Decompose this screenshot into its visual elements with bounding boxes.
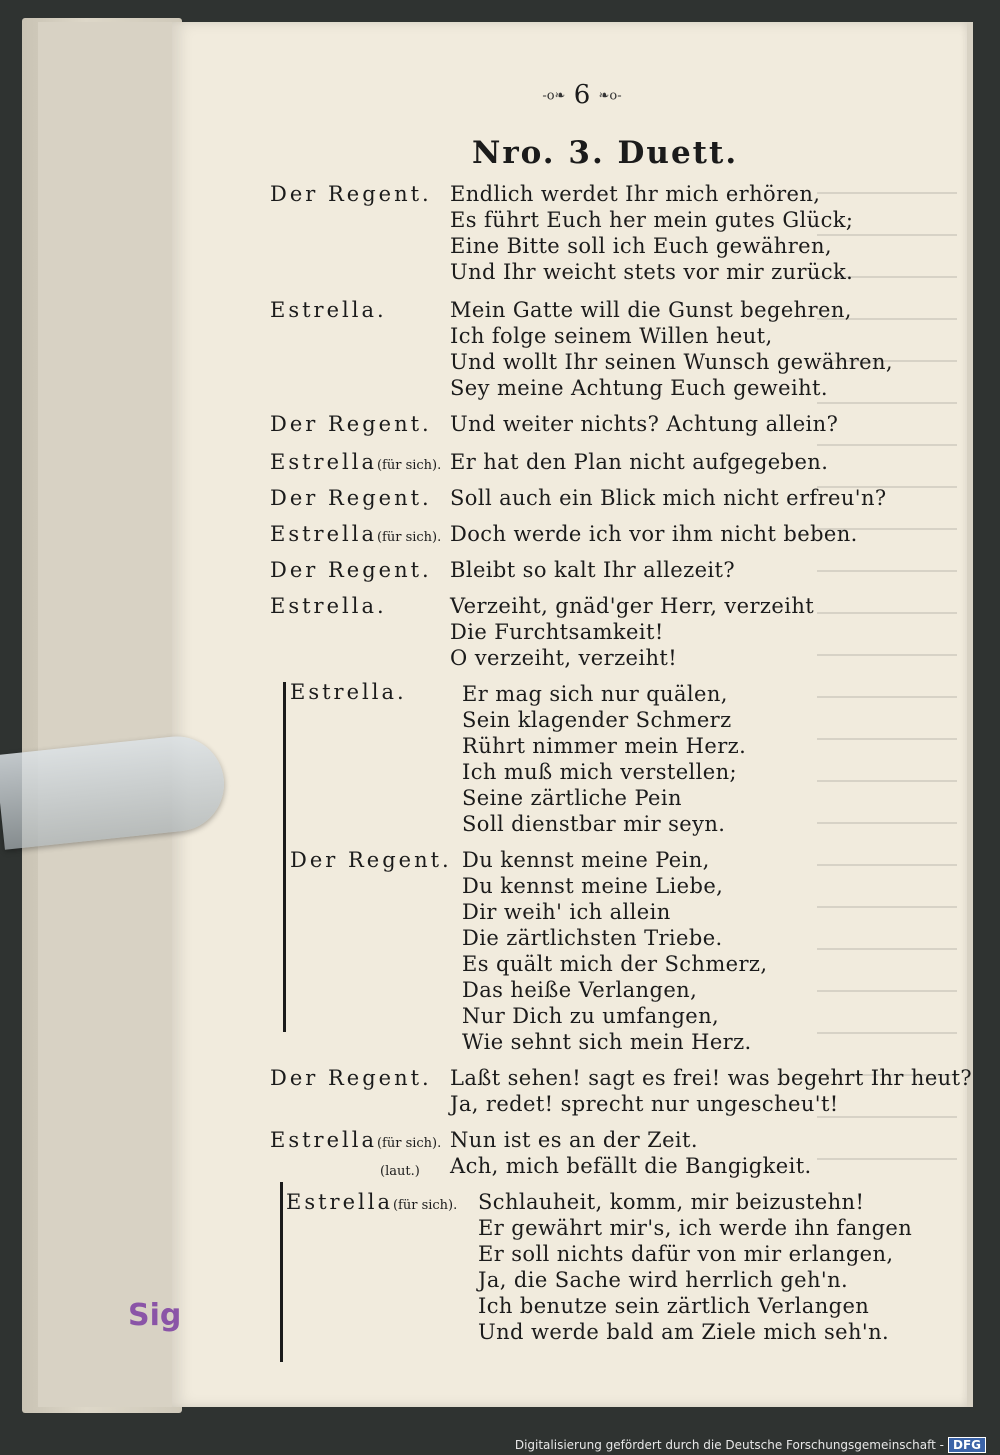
ornament-right-icon: ❧o- xyxy=(598,88,622,104)
book-page xyxy=(172,22,973,1407)
verse-line: Soll dienstbar mir seyn. xyxy=(462,812,726,836)
verse-line: Es quält mich der Schmerz, xyxy=(462,952,768,976)
verse-line: Seine zärtliche Pein xyxy=(462,786,682,810)
verse-line: Wie sehnt sich mein Herz. xyxy=(462,1030,752,1054)
dfg-logo: DFG xyxy=(948,1437,986,1453)
verse-line: Soll auch ein Blick mich nicht erfreu'n? xyxy=(450,486,887,510)
speaker-label: Der Regent. xyxy=(270,182,432,206)
bracket-line xyxy=(280,1182,283,1362)
speaker-label: Estrella(für sich). xyxy=(286,1190,458,1214)
verse-line: Er soll nichts dafür von mir erlangen, xyxy=(478,1242,894,1266)
verse-line: Und werde bald am Ziele mich seh'n. xyxy=(478,1320,890,1344)
speaker-label: Der Regent. xyxy=(270,412,432,436)
library-stamp: Sig xyxy=(128,1298,182,1333)
speaker-label: Estrella(für sich). xyxy=(270,522,442,546)
speaker-label: Estrella. xyxy=(290,680,407,704)
verse-line: Ich muß mich verstellen; xyxy=(462,760,738,784)
page-heading: Nro. 3. Duett. xyxy=(472,135,739,171)
verse-line: Nun ist es an der Zeit. xyxy=(450,1128,698,1152)
bleed-through xyxy=(817,152,957,1352)
speaker-label: Estrella(für sich). xyxy=(270,1128,442,1152)
verse-line: Das heiße Verlangen, xyxy=(462,978,698,1002)
verse-line: Endlich werdet Ihr mich erhören, xyxy=(450,182,821,206)
verse-line: Er mag sich nur quälen, xyxy=(462,682,728,706)
verse-line: Verzeiht, gnäd'ger Herr, verzeiht xyxy=(450,594,815,618)
verse-line: Sein klagender Schmerz xyxy=(462,708,732,732)
verse-line: Ja, die Sache wird herrlich geh'n. xyxy=(478,1268,849,1292)
verse-line: Es führt Euch her mein gutes Glück; xyxy=(450,208,854,232)
speaker-label: Der Regent. xyxy=(270,1066,432,1090)
speaker-label: Estrella. xyxy=(270,594,387,618)
verse-line: Die Furchtsamkeit! xyxy=(450,620,664,644)
verse-line: Ach, mich befällt die Bangigkeit. xyxy=(450,1154,812,1178)
footer-credit: Digitalisierung gefördert durch die Deutsche Forschungsgemeinschaft - DFG xyxy=(515,1437,986,1453)
speaker-label: Der Regent. xyxy=(270,486,432,510)
verse-line: Doch werde ich vor ihm nicht beben. xyxy=(450,522,858,546)
verse-line: Schlauheit, komm, mir beizustehn! xyxy=(478,1190,865,1214)
verse-line: Du kennst meine Liebe, xyxy=(462,874,724,898)
speaker-label: Der Regent. xyxy=(270,558,432,582)
page-number: -o❧ 6 ❧o- xyxy=(542,80,622,110)
stage-direction: (laut.) xyxy=(380,1164,420,1179)
verse-line: Und weiter nichts? Achtung allein? xyxy=(450,412,839,436)
verse-line: Dir weih' ich allein xyxy=(462,900,671,924)
verse-line: Laßt sehen! sagt es frei! was begehrt Ihr heut? xyxy=(450,1066,973,1090)
speaker-label: Estrella(für sich). xyxy=(270,450,442,474)
verse-line: Bleibt so kalt Ihr allezeit? xyxy=(450,558,736,582)
verse-line: Du kennst meine Pein, xyxy=(462,848,710,872)
verse-line: Rührt nimmer mein Herz. xyxy=(462,734,747,758)
verse-line: Die zärtlichsten Triebe. xyxy=(462,926,723,950)
verse-line: Ich benutze sein zärtlich Verlangen xyxy=(478,1294,870,1318)
verse-line: Mein Gatte will die Gunst begehren, xyxy=(450,298,852,322)
verse-line: Nur Dich zu umfangen, xyxy=(462,1004,720,1028)
verse-line: Sey meine Achtung Euch geweiht. xyxy=(450,376,828,400)
bracket-line xyxy=(283,682,286,1032)
verse-line: Und Ihr weicht stets vor mir zurück. xyxy=(450,260,854,284)
ornament-left-icon: -o❧ xyxy=(542,88,566,104)
speaker-label: Estrella. xyxy=(270,298,387,322)
verse-line: Und wollt Ihr seinen Wunsch gewähren, xyxy=(450,350,893,374)
speaker-label: Der Regent. xyxy=(290,848,452,872)
verse-line: Er gewährt mir's, ich werde ihn fangen xyxy=(478,1216,913,1240)
verse-line: Ich folge seinem Willen heut, xyxy=(450,324,773,348)
verse-line: Ja, redet! sprecht nur ungescheu't! xyxy=(450,1092,839,1116)
verse-line: Eine Bitte soll ich Euch gewähren, xyxy=(450,234,832,258)
verse-line: Er hat den Plan nicht aufgegeben. xyxy=(450,450,829,474)
verse-line: O verzeiht, verzeiht! xyxy=(450,646,678,670)
